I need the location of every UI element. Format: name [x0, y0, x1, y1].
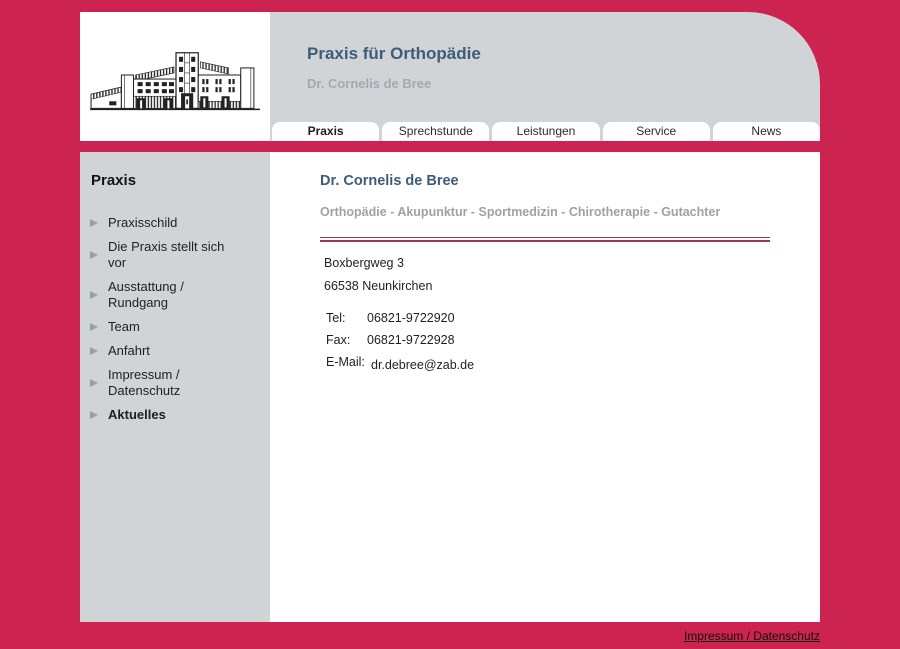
page-title: Dr. Cornelis de Bree — [320, 173, 459, 189]
arrow-right-icon — [90, 379, 98, 387]
arrow-right-icon — [90, 323, 98, 331]
sidebar-item-impressum-datenschutz[interactable] — [80, 367, 270, 399]
address-street: Boxbergweg 3 — [324, 256, 404, 270]
sidebar — [80, 152, 270, 622]
sidebar-item-label: Impressum / Datenschutz — [108, 367, 181, 398]
main-content — [270, 152, 820, 622]
address-city: 66538 Neunkirchen — [324, 279, 433, 293]
specialties-subtitle: Orthopädie - Akupunktur - Sportmedizin - Chirotherapie - Gutachter — [320, 205, 721, 219]
footer-impressum-link[interactable]: Impressum / Datenschutz — [683, 629, 820, 643]
fax-label: Fax: — [326, 333, 351, 347]
sidebar-item-label: Ausstattung / Rundgang — [108, 279, 184, 310]
tel-label: Tel: — [326, 311, 346, 325]
sidebar-item-aktuelles[interactable] — [80, 407, 270, 423]
contact-row-tel — [326, 311, 820, 325]
arrow-right-icon — [90, 411, 98, 419]
sidebar-item-label: Team — [108, 319, 140, 334]
sidebar-heading: Praxis — [91, 172, 137, 189]
tab-praxis[interactable]: Praxis — [272, 122, 379, 141]
sidebar-item-die-praxis-stellt-sich-vor[interactable] — [80, 239, 270, 271]
tel-value: 06821-9722920 — [367, 311, 455, 325]
arrow-right-icon — [90, 291, 98, 299]
sidebar-item-ausstattung-rundgang[interactable] — [80, 279, 270, 311]
sidebar-item-label: Die Praxis stellt sich vor — [108, 239, 225, 270]
sidebar-item-label: Anfahrt — [108, 343, 150, 358]
sidebar-item-praxisschild[interactable] — [80, 215, 270, 231]
logo-box — [80, 12, 270, 141]
tab-sprechstunde[interactable]: Sprechstunde — [382, 122, 489, 141]
tab-news[interactable]: News — [713, 122, 820, 141]
arrow-right-icon — [90, 251, 98, 259]
tab-service[interactable]: Service — [603, 122, 710, 141]
sidebar-item-anfahrt[interactable] — [80, 343, 270, 359]
arrow-right-icon — [90, 347, 98, 355]
divider-rule — [320, 237, 770, 242]
site-title: Praxis für Orthopädie — [307, 44, 481, 63]
contact-row-fax — [326, 333, 820, 347]
sidebar-item-team[interactable] — [80, 319, 270, 335]
email-label: E-Mail: — [326, 355, 365, 369]
hospital-building-icon — [87, 34, 263, 116]
sidebar-item-label: Praxisschild — [108, 215, 178, 230]
main-nav — [272, 122, 820, 141]
site-subtitle: Dr. Cornelis de Bree — [307, 76, 432, 91]
sidebar-menu — [80, 215, 270, 423]
email-value[interactable]: dr.debree@zab.de — [371, 358, 475, 372]
contact-row-email — [326, 355, 820, 372]
arrow-right-icon — [90, 219, 98, 227]
tab-leistungen[interactable]: Leistungen — [492, 122, 599, 141]
address-block — [324, 252, 820, 298]
fax-value: 06821-9722928 — [367, 333, 455, 347]
sidebar-item-label: Aktuelles — [108, 407, 166, 422]
contact-block — [326, 311, 820, 372]
